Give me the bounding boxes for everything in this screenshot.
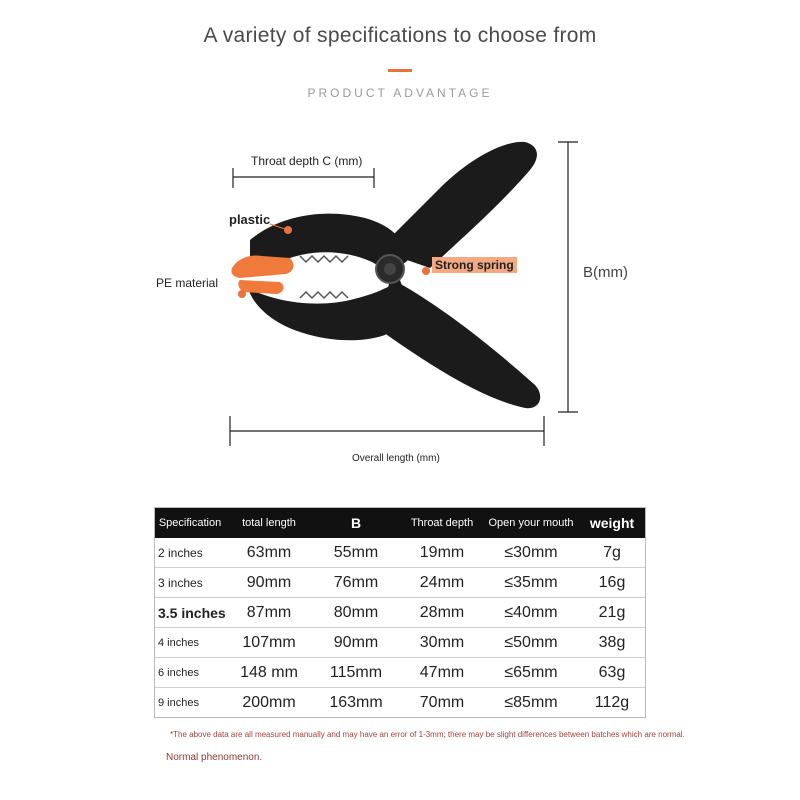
table-row bbox=[154, 598, 646, 628]
cell-b: 55mm bbox=[312, 538, 400, 568]
cell-specification: 2 inches bbox=[154, 538, 226, 568]
cell-specification: 6 inches bbox=[154, 658, 226, 688]
overall-dimension-line bbox=[230, 416, 544, 446]
clamp-diagram bbox=[140, 130, 660, 480]
cell-throat-depth: 19mm bbox=[400, 538, 484, 568]
cell-total-length: 148 mm bbox=[226, 658, 312, 688]
table-row bbox=[154, 658, 646, 688]
table-header-row bbox=[154, 507, 646, 538]
footnote-continuation: Normal phenomenon. bbox=[166, 752, 263, 763]
cell-throat-depth: 47mm bbox=[400, 658, 484, 688]
cell-weight: 16g bbox=[578, 568, 646, 598]
spring-marker bbox=[422, 267, 430, 275]
cell-specification: 9 inches bbox=[154, 688, 226, 718]
cell-open-mouth: ≤30mm bbox=[484, 538, 578, 568]
jaw-teeth bbox=[300, 256, 348, 298]
cell-open-mouth: ≤65mm bbox=[484, 658, 578, 688]
cell-weight: 7g bbox=[578, 538, 646, 568]
strong-spring-label: Strong spring bbox=[432, 257, 517, 273]
table-row bbox=[154, 628, 646, 658]
page-title: A variety of specifications to choose from bbox=[203, 24, 597, 47]
cell-weight: 63g bbox=[578, 658, 646, 688]
cell-weight: 112g bbox=[578, 688, 646, 718]
cell-open-mouth: ≤40mm bbox=[484, 598, 578, 628]
cell-weight: 21g bbox=[578, 598, 646, 628]
header-open-mouth: Open your mouth bbox=[484, 507, 578, 538]
table-row bbox=[154, 538, 646, 568]
lower-handle bbox=[380, 278, 540, 408]
cell-weight: 38g bbox=[578, 628, 646, 658]
header-weight: weight bbox=[578, 507, 646, 538]
cell-throat-depth: 28mm bbox=[400, 598, 484, 628]
cell-total-length: 87mm bbox=[226, 598, 312, 628]
throat-dimension-line bbox=[233, 168, 374, 188]
cell-b: 115mm bbox=[312, 658, 400, 688]
header-total-length: total length bbox=[226, 507, 312, 538]
cell-b: 80mm bbox=[312, 598, 400, 628]
accent-bar bbox=[388, 69, 412, 72]
cell-specification: 4 inches bbox=[154, 628, 226, 658]
spec-table bbox=[154, 507, 646, 718]
b-dimension-line bbox=[558, 142, 578, 412]
cell-throat-depth: 30mm bbox=[400, 628, 484, 658]
pe-material-label: PE material bbox=[156, 276, 219, 290]
cell-b: 76mm bbox=[312, 568, 400, 598]
overall-length-label: Overall length (mm) bbox=[352, 453, 440, 464]
cell-total-length: 63mm bbox=[226, 538, 312, 568]
footnote-text: *The above data are all measured manually and may have an error of 1-3mm; there may be slight differences between batches which are normal. bbox=[170, 730, 685, 739]
table-row bbox=[154, 688, 646, 718]
cell-open-mouth: ≤85mm bbox=[484, 688, 578, 718]
throat-depth-label: Throat depth C (mm) bbox=[251, 154, 363, 168]
pe-tip-upper bbox=[231, 256, 293, 279]
header-b: B bbox=[312, 507, 400, 538]
plastic-label: plastic bbox=[229, 212, 271, 227]
header-throat-depth: Throat depth bbox=[400, 507, 484, 538]
cell-throat-depth: 24mm bbox=[400, 568, 484, 598]
cell-specification: 3.5 inches bbox=[154, 598, 226, 628]
cell-total-length: 200mm bbox=[226, 688, 312, 718]
cell-total-length: 107mm bbox=[226, 628, 312, 658]
cell-open-mouth: ≤50mm bbox=[484, 628, 578, 658]
cell-open-mouth: ≤35mm bbox=[484, 568, 578, 598]
cell-specification: 3 inches bbox=[154, 568, 226, 598]
cell-total-length: 90mm bbox=[226, 568, 312, 598]
cell-b: 163mm bbox=[312, 688, 400, 718]
clamp-illustration bbox=[140, 130, 660, 480]
pe-marker bbox=[238, 290, 246, 298]
header-specification: Specification bbox=[154, 507, 226, 538]
table-row bbox=[154, 568, 646, 598]
b-mm-label: B(mm) bbox=[583, 264, 628, 281]
cell-throat-depth: 70mm bbox=[400, 688, 484, 718]
cell-b: 90mm bbox=[312, 628, 400, 658]
page-subtitle: PRODUCT ADVANTAGE bbox=[307, 86, 493, 100]
